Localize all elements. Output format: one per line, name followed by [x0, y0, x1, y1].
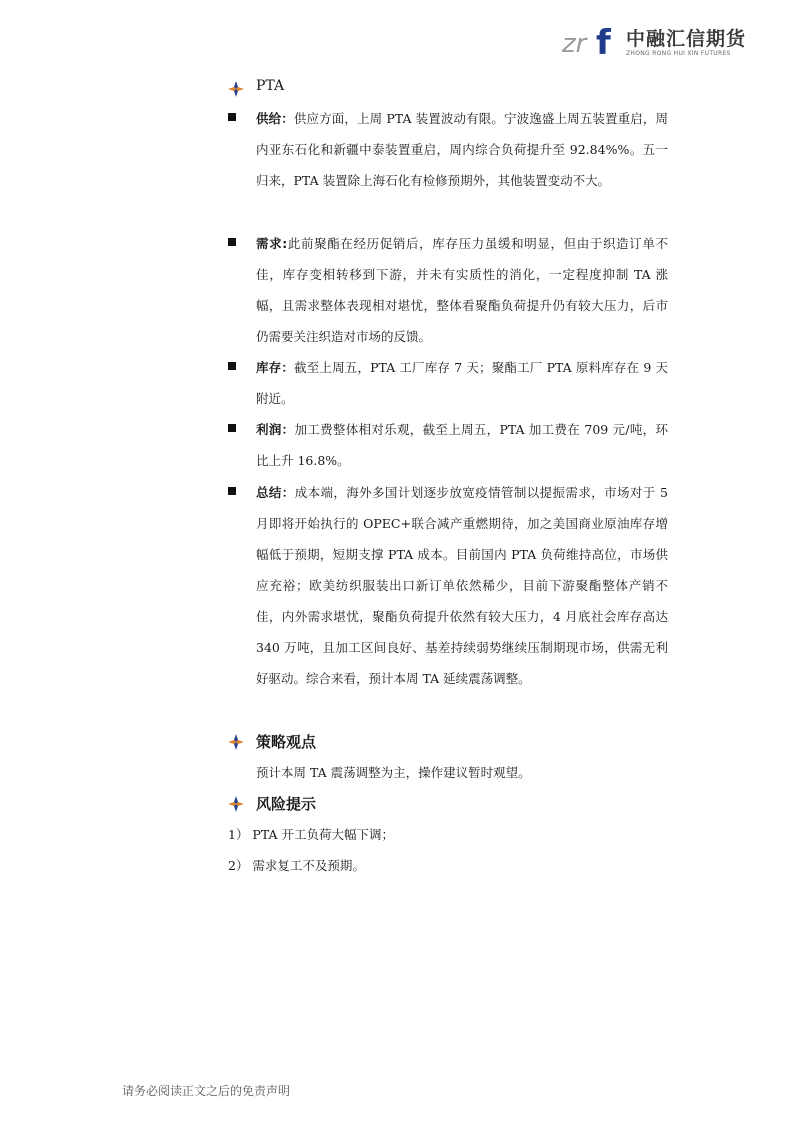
square-bullet-icon [228, 113, 236, 121]
square-bullet-icon [228, 424, 236, 432]
svg-text:f: f [596, 23, 611, 58]
bullet-body: 此前聚酯在经历促销后，库存压力虽缓和明显，但由于织造订单不佳，库存变相转移到下游，并未有实质性的消化，一定程度抑制 TA 涨幅，且需求整体表现相对堪忧，整体看聚酯负荷提升仍有较大压力，后市仍需要关注织造对市场的反馈。 [256, 236, 668, 344]
risk-item: 1） PTA 开工负荷大幅下调； [228, 827, 394, 842]
diamond-bullet-icon [228, 81, 244, 97]
brand-name-cn: 中融汇信期货 [626, 28, 747, 50]
bullet-item-supply [228, 103, 668, 227]
bullet-label: 总结： [256, 485, 295, 500]
square-bullet-icon [228, 487, 236, 495]
section-title: 风险提示 [256, 795, 317, 813]
bullet-body: 供应方面，上周 PTA 装置波动有限。宁波逸盛上周五装置重启，周内亚东石化和新疆中泰装置重启，周内综合负荷提升至 92.84%%。五一归来，PTA 装置除上海石化有检修预期外，其他装置变动不大。 [256, 111, 668, 188]
square-bullet-icon [228, 238, 236, 246]
bullet-body: 成本端，海外多国计划逐步放宽疫情管制以提振需求，市场对于 5 月即将开始执行的 OPEC+联合减产重燃期待，加之美国商业原油库存增幅低于预期，短期支撑 PTA 成本。目前国内 PTA 负荷维持高位，市场供应充裕；欧美纺织服装出口新订单依然稀少，目前下游聚酯整体产销不佳，内外需求堪忧，聚酯负荷提升依然有较大压力，4 月底社会库存高达 340 万吨，且加工区间良好、基差持续弱势继续压制期现市场，供需无利好驱动。综合来看，预计本周 TA 延续震荡调整。 [256, 485, 668, 686]
svg-text:zr: zr [562, 29, 587, 58]
brand-name-en: ZHONG RONG HUI XIN FUTURES [626, 50, 731, 57]
risk-item: 2） 需求复工不及预期。 [228, 858, 365, 873]
bullet-label: 库存： [256, 360, 295, 375]
bullet-body: 加工费整体相对乐观，截至上周五，PTA 加工费在 709 元/吨，环比上升 16.8%。 [256, 422, 668, 468]
square-bullet-icon [228, 362, 236, 370]
bullet-body: 截至上周五，PTA 工厂库存 7 天；聚酯工厂 PTA 原料库存在 9 天附近。 [256, 360, 668, 406]
brand-logo [562, 22, 762, 62]
diamond-bullet-icon [228, 734, 244, 750]
strategy-text: 预计本周 TA 震荡调整为主，操作建议暂时观望。 [256, 765, 531, 780]
disclaimer-footer: 请务必阅读正文之后的免责声明 [122, 1084, 291, 1098]
bullet-label: 需求: [256, 236, 288, 251]
section-title: 策略观点 [256, 733, 317, 751]
bullet-item-profit [228, 414, 668, 476]
bullet-item-demand [228, 228, 668, 352]
bullet-item-inventory [228, 352, 668, 414]
section-title: PTA [256, 78, 285, 94]
diamond-bullet-icon [228, 796, 244, 812]
zrf-logo-mark-icon [562, 22, 624, 58]
bullet-label: 供给： [256, 111, 294, 126]
bullet-label: 利润： [256, 422, 295, 437]
bullet-item-summary [228, 477, 668, 725]
